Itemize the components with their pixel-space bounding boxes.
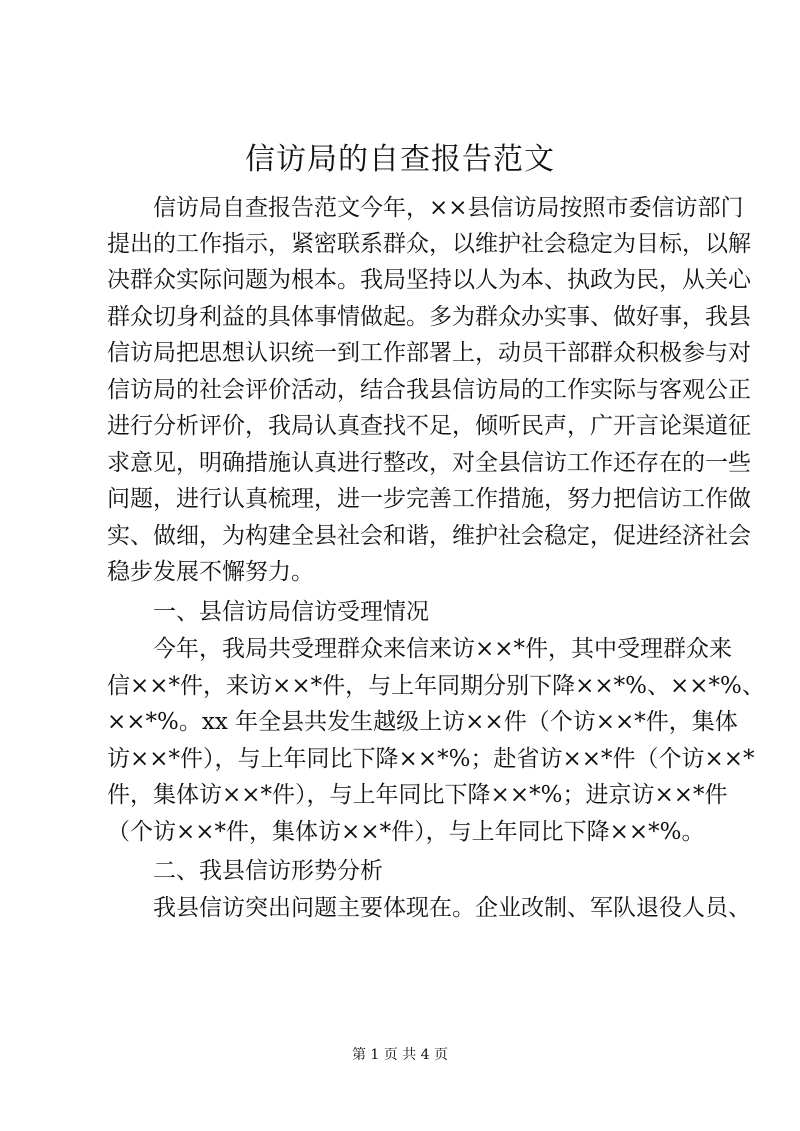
paragraph-line: （个访××*件，集体访××*件），与上年同比下降××*%。	[107, 819, 705, 845]
paragraph-line: 信访局把思想认识统一到工作部署上，动员干部群众积极参与对	[107, 340, 751, 366]
paragraph-line: 实、做细，为构建全县社会和谐，维护社会稳定，促进经济社会	[107, 523, 751, 549]
paragraph-line: 件，集体访××*件），与上年同比下降××*%；进京访××*件	[107, 782, 728, 808]
paragraph-line: 今年，我局共受理群众来信来访××*件，其中受理群众来	[153, 636, 733, 662]
paragraph-line: 访××*件），与上年同比下降××*%；赴省访××*件（个访××*	[107, 746, 755, 772]
section-heading: 一、县信访局信访受理情况	[153, 599, 429, 625]
paragraph-line: 信访局的社会评价活动，结合我县信访局的工作实际与客观公正	[107, 377, 751, 403]
paragraph-line: 决群众实际问题为根本。我局坚持以人为本、执政为民，从关心	[107, 267, 751, 293]
section-heading: 二、我县信访形势分析	[153, 858, 383, 884]
paragraph-line: 进行分析评价，我局认真查找不足，倾听民声，广开言论渠道征	[107, 413, 751, 439]
paragraph-line: 群众切身利益的具体事情做起。多为群众办实事、做好事，我县	[107, 304, 751, 330]
paragraph-line: 求意见，明确措施认真进行整改，对全县信访工作还存在的一些	[107, 450, 751, 476]
paragraph-line: 我县信访突出问题主要体现在。企业改制、军队退役人员、	[153, 895, 751, 921]
paragraph-line: ××*%。xx 年全县共发生越级上访××件（个访××*件，集体	[107, 709, 738, 735]
paragraph-line: 提出的工作指示，紧密联系群众，以维护社会稳定为目标，以解	[107, 231, 751, 257]
page-number: 第 1 页 共 4 页	[351, 1047, 449, 1063]
document-title: 信访局的自查报告范文	[245, 142, 555, 177]
paragraph-line: 稳步发展不懈努力。	[107, 559, 314, 585]
paragraph-line: 信××*件，来访××*件，与上年同期分别下降××*%、××*%、	[107, 673, 765, 699]
paragraph-line: 信访局自查报告范文今年，××县信访局按照市委信访部门	[153, 195, 744, 221]
paragraph-line: 问题，进行认真梳理，进一步完善工作措施，努力把信访工作做	[107, 486, 751, 512]
